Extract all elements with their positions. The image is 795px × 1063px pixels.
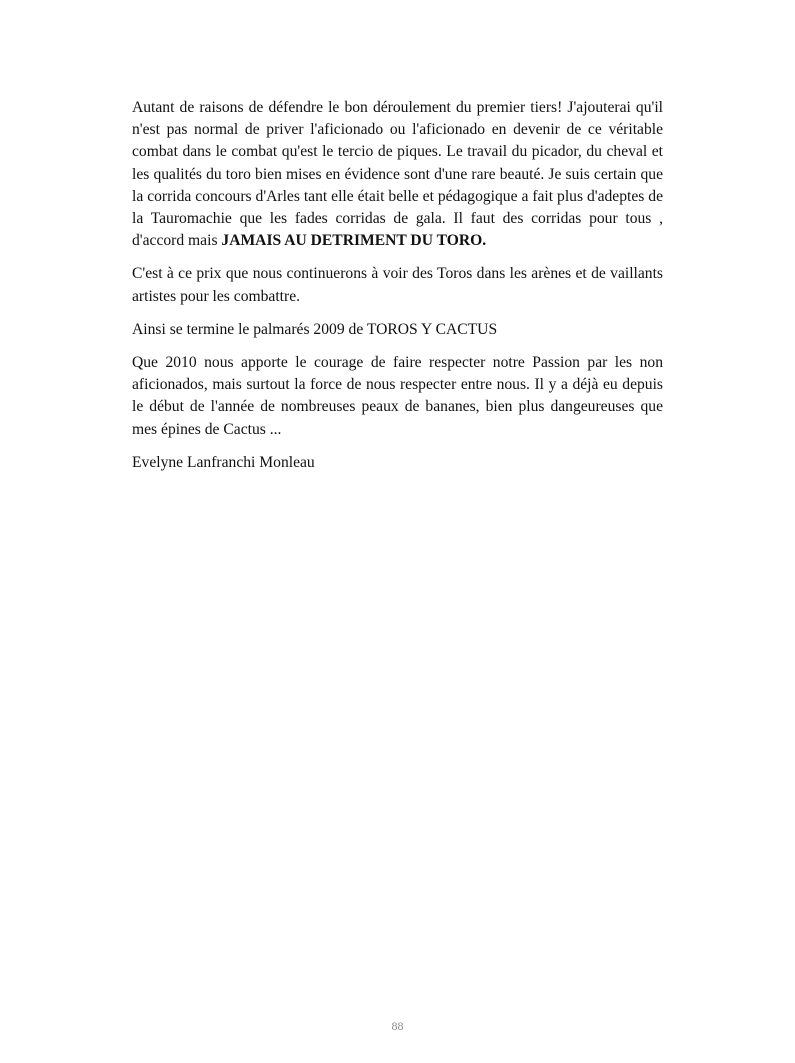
page-number: 88 [391,1019,404,1033]
emphasis-text: JAMAIS AU DETRIMENT DU TORO. [221,232,487,250]
paragraph-text: Autant de raisons de défendre le bon déroulement du premier tiers! J'ajouterai qu'il n'est pas normal de priver l'aficionado ou l'aficionado en devenir de ce véritable combat dans le combat qu'est le tercio de piques. Le travail du picador, du cheval et les qualités du toro bien mises en évidence sont d'une rare beauté. Je suis certain que la corrida concours d'Arles tant elle était belle et pédagogique a fait plus d'adeptes de la Tauromachie que les fades corridas de gala. Il faut des corridas pour tous , d'accord mais [132,99,663,250]
paragraph-tercio-de-piques [132,97,663,252]
document-body [132,97,663,485]
paragraph-2010: Que 2010 nous apporte le courage de faire respecter notre Passion par les non aficionados, mais surtout la force de nous respecter entre nous. Il y a déjà eu depuis le début de l'année de nombreuses peaux de bananes, bien plus dangeureuses que mes épines de Cactus ... [132,354,663,438]
paragraph-toros-arenes: C'est à ce prix que nous continuerons à voir des Toros dans les arènes et de vaillants artistes pour les combattre. [132,265,663,305]
paragraph-palmares: Ainsi se termine le palmarés 2009 de TOROS Y CACTUS [132,320,498,338]
author-signature: Evelyne Lanfranchi Monleau [132,453,315,471]
